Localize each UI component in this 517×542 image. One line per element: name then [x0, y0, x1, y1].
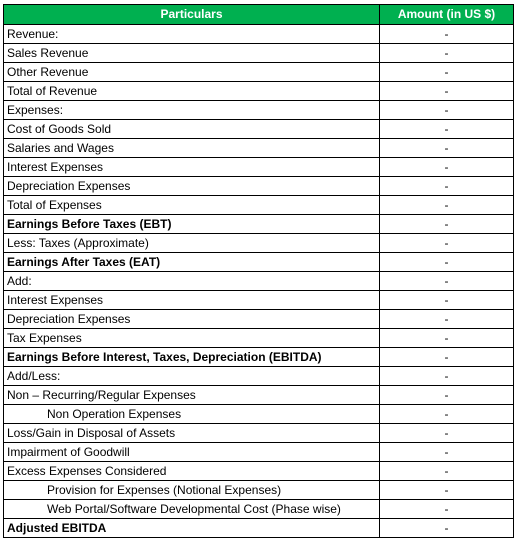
- table-row: [4, 177, 514, 196]
- table-row: [4, 25, 514, 44]
- header-amount[interactable]: Amount (in US $): [380, 5, 514, 25]
- particulars-cell[interactable]: Other Revenue: [4, 63, 380, 82]
- particulars-cell[interactable]: Add/Less:: [4, 367, 380, 386]
- table-row: [4, 158, 514, 177]
- table-row: [4, 348, 514, 367]
- particulars-cell[interactable]: Interest Expenses: [4, 291, 380, 310]
- table-row: [4, 310, 514, 329]
- amount-cell[interactable]: -: [380, 82, 514, 101]
- amount-cell[interactable]: -: [380, 44, 514, 63]
- table-row: [4, 405, 514, 424]
- spreadsheet-table-container: [3, 4, 513, 538]
- amount-cell[interactable]: -: [380, 424, 514, 443]
- particulars-cell[interactable]: Non – Recurring/Regular Expenses: [4, 386, 380, 405]
- particulars-cell[interactable]: Impairment of Goodwill: [4, 443, 380, 462]
- amount-cell[interactable]: -: [380, 158, 514, 177]
- particulars-cell[interactable]: Salaries and Wages: [4, 139, 380, 158]
- amount-cell[interactable]: -: [380, 215, 514, 234]
- table-row: [4, 215, 514, 234]
- particulars-cell[interactable]: Expenses:: [4, 101, 380, 120]
- amount-cell[interactable]: -: [380, 120, 514, 139]
- table-row: [4, 519, 514, 538]
- particulars-cell[interactable]: Adjusted EBITDA: [4, 519, 380, 538]
- table-row: [4, 272, 514, 291]
- amount-cell[interactable]: -: [380, 500, 514, 519]
- table-row: [4, 139, 514, 158]
- amount-cell[interactable]: -: [380, 367, 514, 386]
- particulars-cell[interactable]: Total of Revenue: [4, 82, 380, 101]
- particulars-cell[interactable]: Sales Revenue: [4, 44, 380, 63]
- amount-cell[interactable]: -: [380, 310, 514, 329]
- table-body: [4, 25, 514, 538]
- particulars-cell[interactable]: Provision for Expenses (Notional Expenses): [4, 481, 380, 500]
- amount-cell[interactable]: -: [380, 101, 514, 120]
- amount-cell[interactable]: -: [380, 481, 514, 500]
- amount-cell[interactable]: -: [380, 386, 514, 405]
- particulars-cell[interactable]: Depreciation Expenses: [4, 310, 380, 329]
- table-row: [4, 44, 514, 63]
- particulars-cell[interactable]: Add:: [4, 272, 380, 291]
- particulars-cell[interactable]: Web Portal/Software Developmental Cost (Phase wise): [4, 500, 380, 519]
- table-row: [4, 424, 514, 443]
- particulars-cell[interactable]: Depreciation Expenses: [4, 177, 380, 196]
- ebitda-table: [3, 4, 514, 538]
- table-row: [4, 82, 514, 101]
- table-row: [4, 500, 514, 519]
- amount-cell[interactable]: -: [380, 462, 514, 481]
- table-row: [4, 234, 514, 253]
- amount-cell[interactable]: -: [380, 291, 514, 310]
- amount-cell[interactable]: -: [380, 329, 514, 348]
- particulars-cell[interactable]: Cost of Goods Sold: [4, 120, 380, 139]
- amount-cell[interactable]: -: [380, 25, 514, 44]
- particulars-cell[interactable]: Interest Expenses: [4, 158, 380, 177]
- table-row: [4, 329, 514, 348]
- amount-cell[interactable]: -: [380, 405, 514, 424]
- particulars-cell[interactable]: Earnings Before Taxes (EBT): [4, 215, 380, 234]
- table-row: [4, 291, 514, 310]
- particulars-cell[interactable]: Less: Taxes (Approximate): [4, 234, 380, 253]
- table-row: [4, 367, 514, 386]
- table-row: [4, 386, 514, 405]
- table-row: [4, 101, 514, 120]
- table-row: [4, 462, 514, 481]
- particulars-cell[interactable]: Loss/Gain in Disposal of Assets: [4, 424, 380, 443]
- particulars-cell[interactable]: Earnings Before Interest, Taxes, Depreciation (EBITDA): [4, 348, 380, 367]
- amount-cell[interactable]: -: [380, 443, 514, 462]
- table-row: [4, 63, 514, 82]
- amount-cell[interactable]: -: [380, 253, 514, 272]
- particulars-cell[interactable]: Revenue:: [4, 25, 380, 44]
- particulars-cell[interactable]: Tax Expenses: [4, 329, 380, 348]
- table-row: [4, 253, 514, 272]
- amount-cell[interactable]: -: [380, 272, 514, 291]
- particulars-cell[interactable]: Non Operation Expenses: [4, 405, 380, 424]
- table-row: [4, 481, 514, 500]
- amount-cell[interactable]: -: [380, 63, 514, 82]
- amount-cell[interactable]: -: [380, 519, 514, 538]
- header-row: [4, 5, 514, 25]
- header-particulars[interactable]: Particulars: [4, 5, 380, 25]
- amount-cell[interactable]: -: [380, 234, 514, 253]
- table-row: [4, 196, 514, 215]
- particulars-cell[interactable]: Earnings After Taxes (EAT): [4, 253, 380, 272]
- particulars-cell[interactable]: Excess Expenses Considered: [4, 462, 380, 481]
- table-row: [4, 120, 514, 139]
- table-row: [4, 443, 514, 462]
- amount-cell[interactable]: -: [380, 139, 514, 158]
- amount-cell[interactable]: -: [380, 177, 514, 196]
- amount-cell[interactable]: -: [380, 348, 514, 367]
- amount-cell[interactable]: -: [380, 196, 514, 215]
- particulars-cell[interactable]: Total of Expenses: [4, 196, 380, 215]
